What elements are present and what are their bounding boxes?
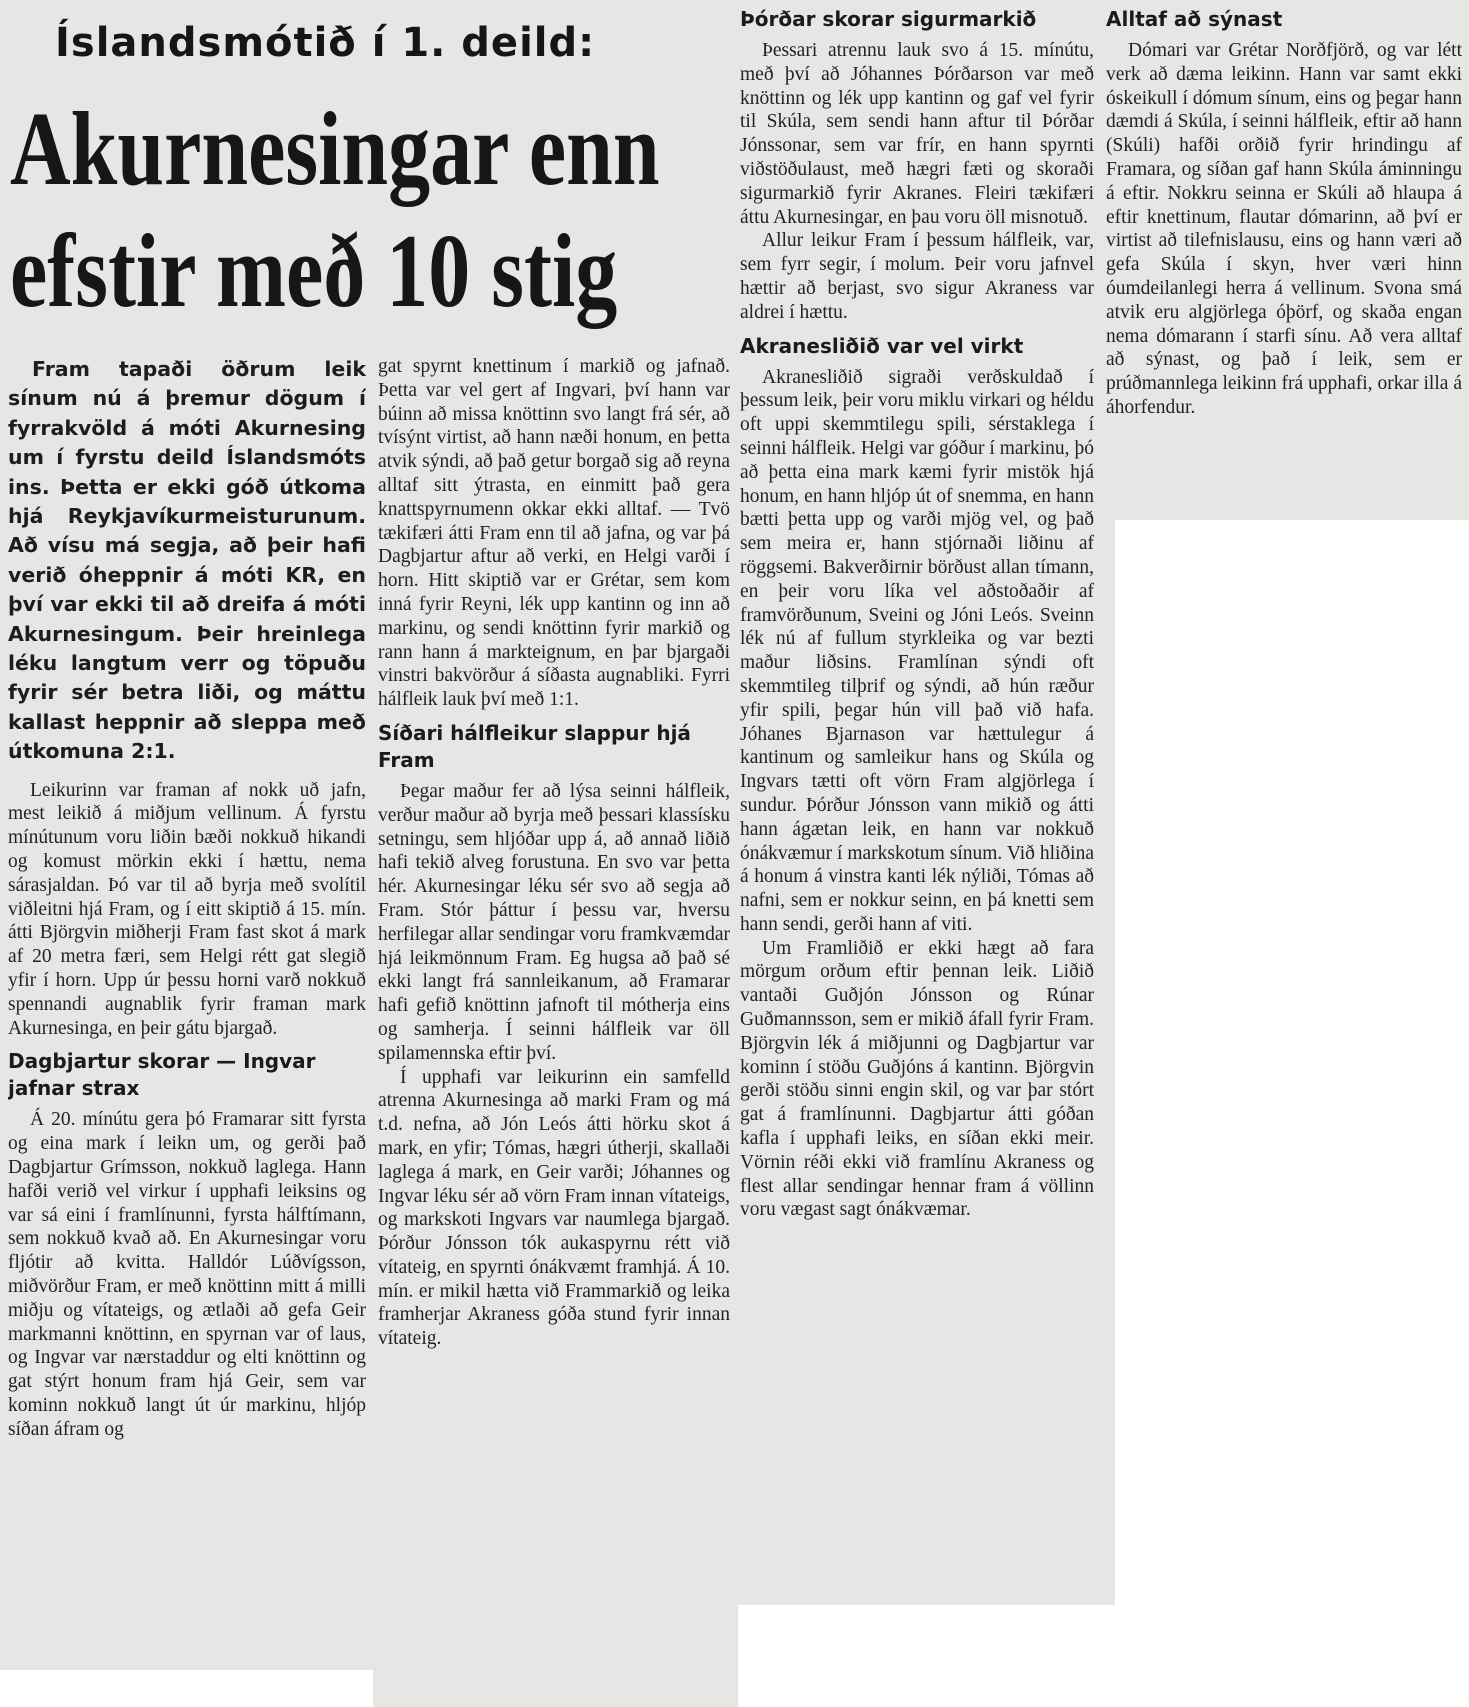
subheading-akraneslidid: Akranesliðið var vel virkt xyxy=(740,333,1024,358)
article-column-2 xyxy=(378,355,730,1351)
headline-line-2: efstir með 10 stig xyxy=(10,212,618,329)
column-4-paragraph-1: Dómari var Grétar Norðfjörð, og var létt verk að dæma leikinn. Hann var samt ekki óskeikull í dómum sínum, eins og þegar hann dæmdi á Skúla, í seinni hálfleik, eftir að hann (Skúli) hafði orðið fyrir hrindingu af Framara, og síðan gaf hann Skúla áminningu á eftir. Nokkru seinna er Skúli að hlaupa á eftir knettinum, flautar dómarinn, að því er virtist að tilefnislausu, eins og hann væri að gefa Skúla í skyn, hver væri hinn óumdeilanlegi herra á vellinum. Svona smá atvik eru algjörlega óþörf, og skaða engan nema dómarann í starfi sínu. Að vera alltaf að sýnast, og það í leik, sem er prúðmannlega leikinn frá upphafi, orkar illa á áhorfendur. xyxy=(1106,40,1462,418)
column-2-paragraph-3: Í upphafi var leikurinn ein samfelld atrenna Akurnesinga að marki Fram og má t.d. nefna, að Jón Leós átti hörku skot á mark, en yfir; Tómas, hægri útherji, skallaði laglega á mark, en Geir varði; Jóhannes og Ingvar léku sér að vörn Fram innan vítateigs, og markskoti Ingvars var naumlega bjargað. Þórður Jónsson tók aukaspyrnu rétt við vítateig, en spyrnti ónákvæmt framhjá. Á 10. mín. er mikil hætta við Frammarkið og leika framherjar Akraness góða stund fyrir innan vítateig. xyxy=(378,1066,730,1350)
column-3-paragraph-3: Akranesliðið sigraði verðskuldað í þessum leik, þeir voru miklu virkari og héldu oft uppi skemmtilegu spili, sérstaklega í seinni hálfleik. Helgi var góður í markinu, þó að þetta eina mark kæmi fyrir mistök hjá honum, en hann hljóp út of snemma, en hann bætti þetta upp og varði mjög vel, og það sem meira er, hann stjórnaði liðinu af röggsemi. Bakverðirnir börðust allan tímann, en þeir voru líka vel aðstoðaðir af framvörðunum, Sveini og Jóni Leós. Sveinn lék nú af fullum styrkleika og var bezti maður liðsins. Framlínan sýndi oft skemmtileg tilþrif og sýndi, að hún ræður yfir spili, þegar hún vill það við hafa. Jóhanes Bjarnason var hættulegur á kantinum og samleikur hans og Skúla og Ingvars tætti oft vörn Fram algjörlega í sundur. Þórður Jónsson vann mikið og átti hann ágætan leik, en hann var nokkuð ónákvæmur í markskotum sínum. Við hliðina á honum á vinstra kanti lék nýliði, Tómas að nafni, sem er nokkur seinn, en þá knetti sem hann sendi, gerði hann af viti. xyxy=(740,366,1094,935)
subheading-dagbjartur-skorar: Dagbjartur skorar — Ingvar jafnar strax xyxy=(8,1049,316,1101)
article-column-4 xyxy=(1106,6,1462,420)
article-column-3 xyxy=(740,6,1094,1222)
article-headline xyxy=(10,88,730,332)
subheading-alltaf-ad-synast: Alltaf að sýnast xyxy=(1106,7,1283,31)
column-1-paragraph-1: Leikurinn var framan af nokk uð jafn, mest leikið á miðjum vellinum. Á fyrstu mínútunum voru liðin bæði nokkuð hikandi og komust mörkin ekki í hættu, nema sárasjaldan. Þó var til að byrja með svolítil viðleitni hjá Fram, og í eitt skiptið á 15. mín. átti Björgvin miðherji Fram fast skot á mark af 20 metra færi, sem Helgi rétt gat slegið yfir í horn. Upp úr þessu horni varð nokkuð spennandi augnablik fyrir framan mark Akurnesinga, en þeir gátu bjargað. xyxy=(8,779,366,1039)
column-2-paragraph-2: Þegar maður fer að lýsa seinni hálfleik, verður maður að byrja með þessari klassísku setningu, sem hljóðar upp á, að annað liðið hafi tekið alveg forustuna. En svo var þetta hér. Akurnesingar léku sér svo að segja að Fram. Stór þáttur í þessu var, hversu herfilegar allar sendingar voru framkvæmdar hjá leikmönnum Fram. Eg hugsa að það sé ekki langt frá sannleikanum, að Framarar hafi gefið knöttinn jafnoft til mótherja eins og samherja. Í seinni hálfleik var öll spilamennska eftir því. xyxy=(378,780,730,1064)
column-3-paragraph-4: Um Framliðið er ekki hægt að fara mörgum orðum eftir þennan leik. Liðið vantaði Guðjón Jónsson og Rúnar Guðmannsson, sem er mikið áfall fyrir Fram. Björgvin lék á miðjunni og Dagbjartur var kominn í stöðu Guðjóns á kantinn. Björgvin gerði stöðu sinni engin skil, og var þar stórt gat á framlínunni. Dagbjartur átti góðan kafla í upphafi leiks, en síðan ekki meir. Vörnin réði ekki við framlínu Akraness og flest allar sendingar hennar fram á völlinn voru vægast sagt ónákvæmar. xyxy=(740,937,1094,1221)
column-1-paragraph-2: Á 20. mínútu gera þó Framarar sitt fyrsta og eina mark í leikn um, og gerði það Dagbjartur Grímsson, nokkuð laglega. Hann hafði verið vel virkur í upphafi leiksins og var sá eini í framlínunni, fyrsta hálftímann, sem nokkuð kvað að. En Akurnesingar voru fljótir að kvitta. Halldór Lúðvígsson, miðvörður Fram, er með knöttinn mitt á milli miðju og vítateigs, og ætlaði að gefa Geir markmanni knöttinn, en spyrnan var of laus, og Ingvar var nærstaddur og elti knöttinn og gat stýrt honum fram hjá Geir, sem var kominn nokkuð langt út úr markinu, hljóp síðan áfram og xyxy=(8,1109,366,1440)
article-column-1 xyxy=(8,355,366,1442)
article-kicker: Íslandsmótið í 1. deild: xyxy=(55,20,596,66)
column-3-paragraph-2: Allur leikur Fram í þessum hálfleik, var, sem fyrr segir, í molum. Þeir voru jafnvel hættir að berjast, svo sigur Akraness var aldrei í hættu. xyxy=(740,230,1094,323)
column-3-paragraph-1: Þessari atrennu lauk svo á 15. mínútu, með því að Jóhannes Þórðarson var með knöttinn og lék upp kantinn og gaf vel fyrir til Skúla, sem sendi hann aftur til Þórðar Jónssonar, sem var frír, en hann spyrnti viðstöðulaust, með hægri fæti og skoraði sigurmarkið fyrir Akranes. Fleiri tækifæri áttu Akurnesingar, en þau voru öll misnotuð. xyxy=(740,40,1094,228)
subheading-thordar-skorar: Þórðar skorar sigurmarkið xyxy=(740,7,1037,31)
headline-line-1: Akurnesingar enn xyxy=(10,90,660,207)
column-2-paragraph-1: gat spyrnt knettinum í markið og jafnað. Þetta var vel gert af Ingvari, því hann var búinn að missa knöttinn svo langt frá sér, að tvísýnt virtist, að hann næði honum, en þetta atvik sýndi, að það getur borgað sig að reyna alltaf sitt ýtrasta, en einmitt það gera knattspyrnumenn okkar ekki alltaf. — Tvö tækifæri átti Fram enn til að jafna, og var þá Dagbjartur aftur að verki, en Helgi varði í horn. Hitt skiptið var er Grétar, sem kom inná fyrir Reyni, lék upp kantinn og inn að markinu, og sendi knöttinn fyrir markið og rann hann á markteignum, en þar bjargaði vinstri bakvörður á síðasta augnabliki. Fyrri hálfleik lauk því með 1:1. xyxy=(378,356,730,711)
subheading-sidari-halfleikur: Síðari hálfleikur slappur hjá Fram xyxy=(378,720,691,772)
article-lead: Fram tapaði öðrum leik sínum nú á þremur dögum í fyrrakvöld á móti Akurnesing um í fyrstu deild Íslandsmóts ins. Þetta er ekki góð útkoma hjá Reykjavíkurmeisturunum. Að vísu má segja, að þeir hafi verið óheppnir á móti KR, en því var ekki til að dreifa á móti Akurnesingum. Þeir hreinlega léku langtum verr og töpuðu fyrir sér betra liði, og máttu kallast heppnir að sleppa með útkomuna 2:1. xyxy=(8,357,366,764)
